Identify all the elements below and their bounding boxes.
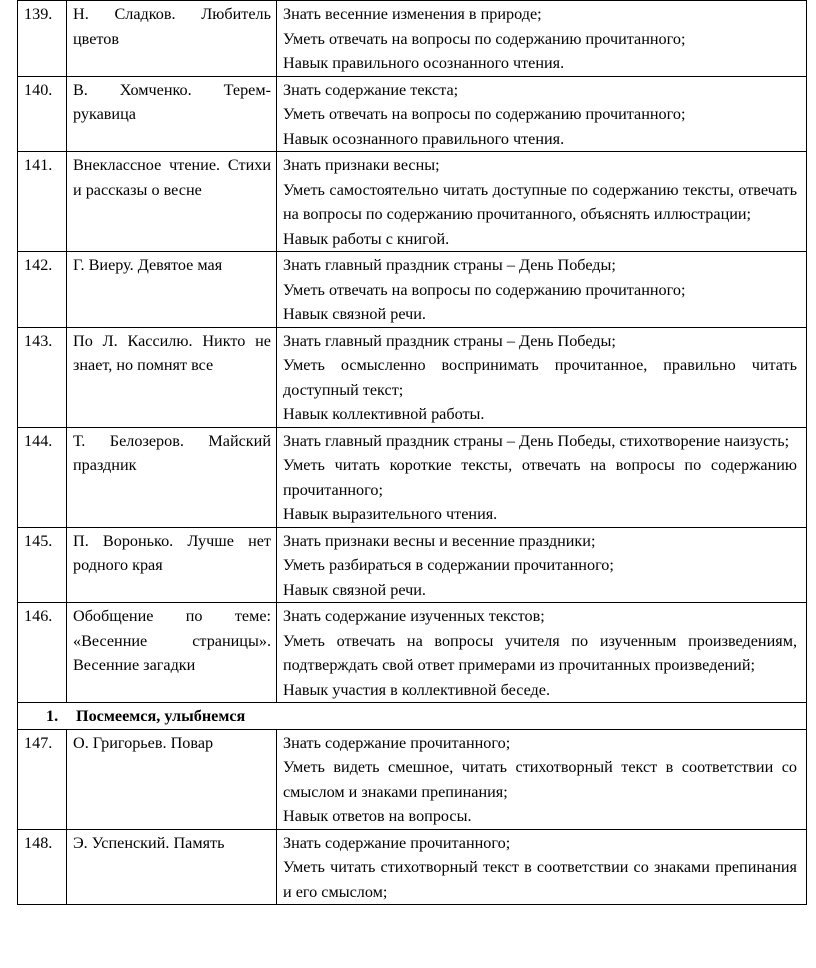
goal-line: Знать признаки весны и весенние праздники; [283,531,596,550]
goal-line: Навык коллективной работы. [283,405,485,423]
table-row [18,76,807,152]
lesson-number: 140. [18,76,67,152]
lesson-goals [277,76,807,152]
goal-line: Навык ответов на вопросы. [283,807,472,825]
table-row [18,1,807,77]
lesson-title: Обобщение по теме: «Весенние страницы». Весенние загадки [67,603,277,703]
lesson-number: 141. [18,152,67,252]
lesson-number: 143. [18,327,67,427]
lesson-table [17,0,807,905]
section-header-body [18,703,807,730]
section-cell [18,703,807,730]
lesson-goals [277,829,807,905]
lesson-title: Г. Виеру. Девятое мая [67,252,277,328]
table-row [18,252,807,328]
lesson-title: Внеклассное чтение. Стихи и рассказы о весне [67,152,277,252]
section-row [18,703,807,730]
lesson-title: В. Хомченко. Терем-рукавица [67,76,277,152]
goal-line: Навык выразительного чтения. [283,505,498,523]
goal-line: Уметь отвечать на вопросы по содержанию прочитанного; [283,29,686,48]
table-row [18,527,807,603]
goal-line: Уметь самостоятельно читать доступные по содержанию тексты, отвечать на вопросы по содержанию прочитанного, объяснять иллюстрации; [283,180,797,223]
lesson-number: 144. [18,427,67,527]
lesson-number: 145. [18,527,67,603]
lesson-number: 147. [18,729,67,829]
lesson-table-body-2 [18,729,807,905]
goal-line: Знать содержание прочитанного; [283,733,511,752]
goal-line: Навык связной речи. [283,305,426,323]
goal-line: Уметь осмысленно воспринимать прочитанное, правильно читать доступный текст; [283,356,797,399]
lesson-goals [277,527,807,603]
table-row [18,729,807,829]
goal-line: Навык связной речи. [283,580,426,599]
goal-line: Знать весенние изменения в природе; [283,5,542,23]
table-row [18,829,807,905]
table-row [18,327,807,427]
section-title: Посмеемся, улыбнемся [76,707,246,725]
table-row [18,603,807,703]
lesson-number: 146. [18,603,67,703]
lesson-table-body [18,1,807,703]
goal-line: Знать главный праздник страны – День Победы, стихотворение наизусть; [283,431,790,450]
lesson-number: 139. [18,1,67,77]
goal-line: Навык осознанного правильного чтения. [283,129,565,148]
goal-line: Знать главный праздник страны – День Победы; [283,256,616,274]
lesson-plan-document [17,0,806,905]
lesson-goals [277,427,807,527]
goal-line: Уметь отвечать на вопросы по содержанию прочитанного; [283,105,686,123]
goal-line: Навык участия в коллективной беседе. [283,680,551,699]
goal-line: Знать содержание прочитанного; [283,833,511,852]
goal-line: Уметь отвечать на вопросы учителя по изученным произведениям, подтверждать свой ответ примерами из прочитанных произведений; [283,631,797,674]
goal-line: Знать содержание текста; [283,80,459,99]
goal-line: Уметь читать короткие тексты, отвечать на вопросы по содержанию прочитанного; [283,456,797,499]
table-row [18,427,807,527]
lesson-number: 148. [18,829,67,905]
lesson-goals [277,327,807,427]
goal-line: Навык правильного осознанного чтения. [283,54,565,72]
goal-line: Знать содержание изученных текстов; [283,607,545,625]
goal-line: Уметь видеть смешное, читать стихотворный текст в соответствии со смыслом и знаками препинания; [283,758,797,801]
lesson-title: По Л. Кассилю. Никто не знает, но помнят все [67,327,277,427]
lesson-goals [277,729,807,829]
lesson-goals [277,1,807,77]
section-number: 1. [46,707,59,725]
table-row [18,152,807,252]
lesson-goals [277,152,807,252]
lesson-title: Э. Успенский. Память [67,829,277,905]
goal-line: Знать признаки весны; [283,156,440,174]
goal-line: Уметь разбираться в содержании прочитанного; [283,556,614,574]
goal-line: Навык работы с книгой. [283,229,450,248]
lesson-title: Н. Сладков. Любитель цветов [67,1,277,77]
lesson-title: Т. Белозеров. Майский праздник [67,427,277,527]
goal-line: Знать главный праздник страны – День Победы; [283,331,616,350]
goal-line: Уметь отвечать на вопросы по содержанию прочитанного; [283,280,686,299]
lesson-title: О. Григорьев. Повар [67,729,277,829]
goal-line: Уметь читать стихотворный текст в соответствии со знаками препинания и его смыслом; [283,858,797,901]
lesson-number: 142. [18,252,67,328]
lesson-title: П. Воронько. Лучше нет родного края [67,527,277,603]
lesson-goals [277,603,807,703]
lesson-goals [277,252,807,328]
